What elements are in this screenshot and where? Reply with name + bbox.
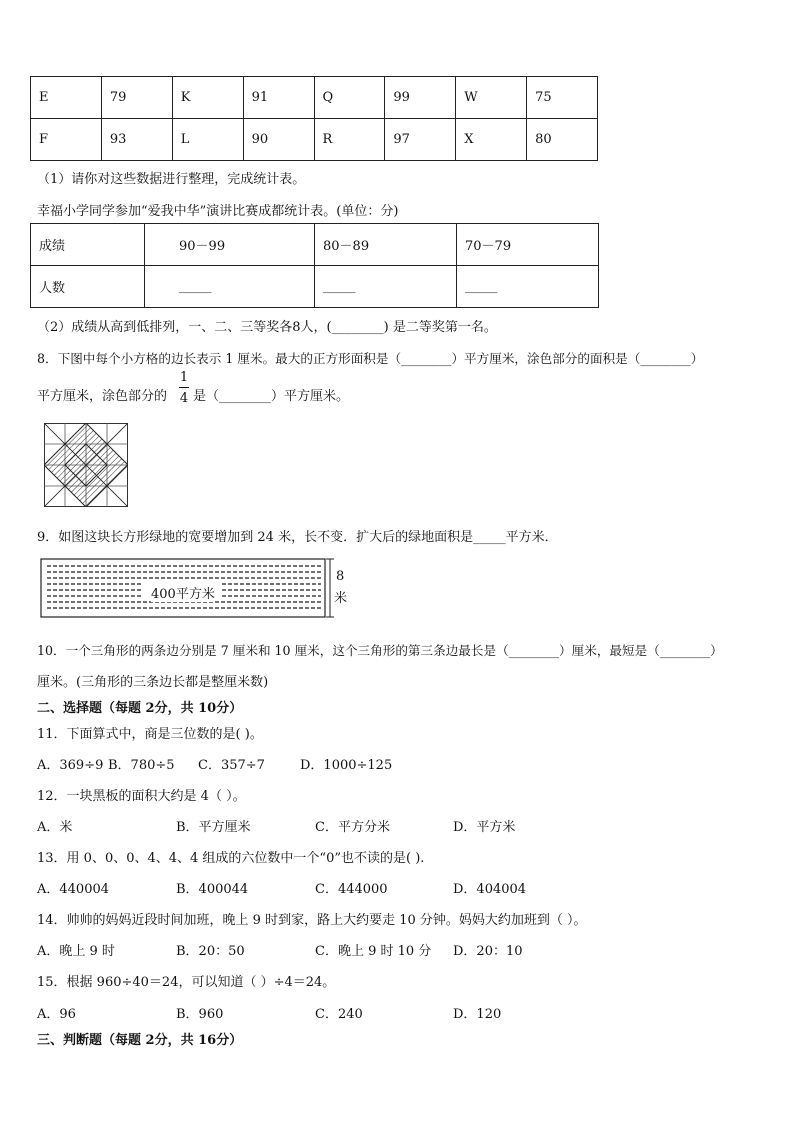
fraction-numerator: 1	[179, 370, 189, 385]
q14-option-c[interactable]: C．晚上 9 时 10 分	[315, 944, 432, 959]
q12-option-a[interactable]: A．米	[37, 820, 73, 835]
table-cell: E	[31, 77, 102, 119]
width-label-unit: 米	[334, 591, 348, 606]
q12-stem: 12．一块黑板的面积大约是 4（ ）。	[37, 789, 246, 804]
table-cell: 93	[101, 119, 172, 161]
stat-table	[30, 223, 599, 308]
q15-option-a[interactable]: A．96	[37, 1007, 76, 1022]
q15-option-d[interactable]: D．120	[453, 1007, 502, 1022]
q14-option-a[interactable]: A．晚上 9 时	[37, 944, 115, 959]
q13-option-b[interactable]: B．400044	[176, 882, 249, 897]
table-cell: 90	[243, 119, 314, 161]
table-row	[31, 266, 599, 308]
table-header: 80－89	[315, 224, 457, 266]
q12-option-d[interactable]: D．平方米	[453, 820, 516, 835]
q7-table-title: 幸福小学同学参加“爱我中华”演讲比赛成都统计表。(单位：分)	[37, 204, 399, 219]
table-row	[31, 119, 598, 161]
q12-option-c[interactable]: C．平方分米	[315, 820, 390, 835]
q13-option-c[interactable]: C．444000	[315, 882, 388, 897]
table-cell: 79	[101, 77, 172, 119]
table-cell: 75	[527, 77, 598, 119]
table-cell: X	[456, 119, 527, 161]
q13-option-d[interactable]: D．404004	[453, 882, 527, 897]
q11-option-c[interactable]: C．357÷7	[198, 758, 265, 773]
q14-stem: 14．帅帅的妈妈近段时间加班，晚上 9 时到家，路上大约要走 10 分钟。妈妈大约加班到（ ）。	[37, 913, 587, 928]
table-cell: 91	[243, 77, 314, 119]
area-label: 400平方米	[151, 583, 215, 602]
table-row	[31, 224, 599, 266]
section-heading: 三、判断题（每题 2分，共 16分）	[37, 1033, 243, 1048]
q13-stem: 13．用 0、0、0、4、4、4 组成的六位数中一个“0”也不读的是( ).	[37, 851, 425, 866]
q7-part2: （2）成绩从高到低排列，一、二、三等奖各8人，(________) 是二等奖第一名。	[37, 320, 497, 335]
q8-line1: 8．下图中每个小方格的边长表示 1 厘米。最大的正方形面积是（________）平方厘米，涂色部分的面积是（________）	[37, 351, 704, 366]
table-cell: L	[172, 119, 243, 161]
q13-option-a[interactable]: A．440004	[37, 882, 110, 897]
q8-line2-end: 是（________）平方厘米。	[193, 389, 350, 404]
fraction-denominator: 4	[179, 391, 189, 406]
table-cell: Q	[314, 77, 385, 119]
section-heading: 二、选择题（每题 2分，共 10分）	[37, 701, 243, 716]
table-cell: 97	[385, 119, 456, 161]
q9-text: 9．如图这块长方形绿地的宽要增加到 24 米，长不变．扩大后的绿地面积是_____平方米．	[37, 530, 558, 545]
table-header: 90－99	[145, 224, 315, 266]
q12-option-b[interactable]: B．平方厘米	[176, 820, 251, 835]
table-row	[31, 77, 598, 119]
q15-stem: 15．根据 960÷40＝24，可以知道（ ）÷4＝24。	[37, 975, 336, 990]
q11-stem: 11．下面算式中，商是三位数的是( )。	[37, 727, 263, 742]
table-cell: 99	[385, 77, 456, 119]
row-label: 人数	[31, 266, 145, 308]
q15-option-b[interactable]: B．960	[176, 1007, 224, 1022]
square-grid-figure	[44, 423, 128, 507]
score-table	[30, 76, 598, 161]
table-cell: W	[456, 77, 527, 119]
answer-blank[interactable]: _____	[465, 279, 498, 294]
q10-line2: 厘米。(三角形的三条边长都是整厘米数)	[37, 675, 269, 690]
table-header: 70－79	[457, 224, 599, 266]
q15-option-c[interactable]: C．240	[315, 1007, 363, 1022]
q14-option-b[interactable]: B．20：50	[176, 944, 245, 959]
table-cell: K	[172, 77, 243, 119]
table-header: 成绩	[31, 224, 145, 266]
table-cell: 80	[527, 119, 598, 161]
answer-blank[interactable]: _____	[179, 279, 212, 294]
table-cell: R	[314, 119, 385, 161]
answer-blank[interactable]: _____	[323, 279, 356, 294]
q14-option-d[interactable]: D．20：10	[453, 944, 523, 959]
q11-option-d[interactable]: D．1000÷125	[300, 758, 393, 773]
q10-line1: 10．一个三角形的两条边分别是 7 厘米和 10 厘米，这个三角形的第三条边最长是（________）厘米，最短是（________）	[37, 643, 723, 658]
fraction-bar	[179, 387, 189, 388]
q11-option-a[interactable]: A．369÷9	[37, 758, 104, 773]
q11-option-b[interactable]: B．780÷5	[108, 758, 175, 773]
q8-line2-start: 平方厘米，涂色部分的	[37, 389, 168, 404]
width-label-number: 8	[336, 569, 345, 584]
table-cell: F	[31, 119, 102, 161]
q7-part1: （1）请你对这些数据进行整理，完成统计表。	[37, 172, 306, 187]
